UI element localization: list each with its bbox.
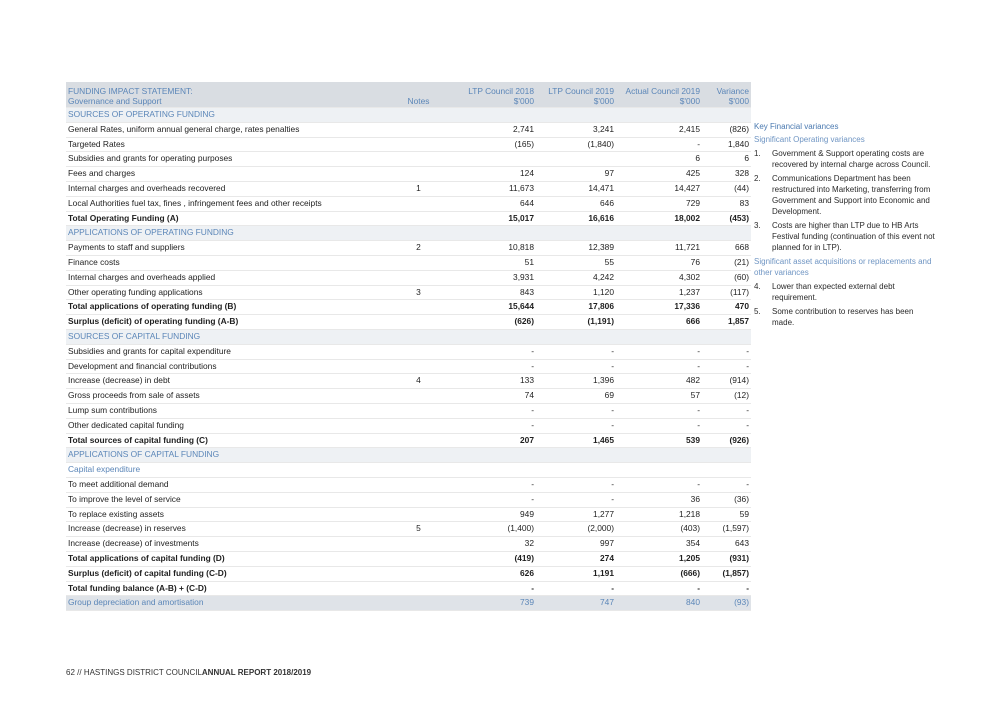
key-financial-variances-panel bbox=[754, 121, 936, 331]
row-note bbox=[386, 463, 451, 478]
title-line-2: Governance and Support bbox=[68, 96, 162, 106]
variance-note-2 bbox=[754, 173, 936, 217]
actual-2019-value: - bbox=[697, 478, 700, 489]
row-label: Total applications of operating funding (B) bbox=[68, 301, 237, 312]
funding-impact-statement-table bbox=[66, 82, 751, 611]
ltp-2018-value: - bbox=[531, 360, 534, 371]
variance-value: (914) bbox=[729, 375, 749, 386]
ltp-2019-value bbox=[536, 463, 616, 478]
variance-column-header bbox=[702, 82, 751, 108]
row-note bbox=[386, 537, 451, 552]
row-note bbox=[386, 359, 451, 374]
row-label: Surplus (deficit) of capital funding (C-D) bbox=[68, 567, 227, 578]
table-row bbox=[66, 270, 751, 285]
ltp-2019-value: 4,242 bbox=[593, 271, 614, 282]
actual-2019-value bbox=[616, 463, 702, 478]
notes-column-header: Notes bbox=[386, 82, 451, 108]
variance-value: 83 bbox=[739, 197, 749, 208]
operating-variances-heading: Significant Operating variances bbox=[754, 135, 865, 144]
variance-value: (1,857) bbox=[722, 567, 749, 578]
table-row bbox=[66, 167, 751, 182]
table-row bbox=[66, 315, 751, 330]
row-label: Total sources of capital funding (C) bbox=[68, 434, 208, 445]
ltp-2019-value bbox=[536, 226, 616, 241]
variance-value bbox=[702, 448, 751, 463]
ltp-2018-value: 32 bbox=[524, 538, 534, 549]
ltp-2018-value: (419) bbox=[514, 552, 534, 563]
variance-value: - bbox=[746, 582, 749, 593]
ltp-2019-value: - bbox=[611, 582, 614, 593]
table-row bbox=[66, 255, 751, 270]
row-note bbox=[386, 196, 451, 211]
actual-2019-value: 1,205 bbox=[679, 552, 700, 563]
row-label: Increase (decrease) in debt bbox=[68, 375, 170, 386]
variance-note-3 bbox=[754, 220, 936, 253]
ltp-2019-value: 16,616 bbox=[588, 212, 614, 223]
ltp-2018-header-l1: LTP Council 2018 bbox=[468, 86, 534, 96]
row-note bbox=[386, 152, 451, 167]
row-note bbox=[386, 418, 451, 433]
table-row bbox=[66, 448, 751, 463]
table-row bbox=[66, 537, 751, 552]
table-row bbox=[66, 374, 751, 389]
table-row bbox=[66, 522, 751, 537]
row-note bbox=[386, 403, 451, 418]
ltp-2019-value: - bbox=[611, 345, 614, 356]
row-note bbox=[386, 477, 451, 492]
row-note: 1 bbox=[416, 182, 421, 193]
row-note bbox=[386, 255, 451, 270]
ltp-2018-value: 124 bbox=[520, 168, 534, 179]
ltp-2018-value: 644 bbox=[520, 197, 534, 208]
actual-2019-value: 1,237 bbox=[679, 286, 700, 297]
note-number: 2. bbox=[754, 174, 761, 183]
ltp-2019-header-l1: LTP Council 2019 bbox=[548, 86, 614, 96]
table-title bbox=[66, 82, 386, 108]
table-row bbox=[66, 211, 751, 226]
ltp-2019-value: 1,277 bbox=[593, 508, 614, 519]
actual-2019-value: 2,415 bbox=[679, 123, 700, 134]
table-row bbox=[66, 329, 751, 344]
table-row bbox=[66, 492, 751, 507]
ltp-2018-value: 739 bbox=[451, 596, 536, 611]
row-label: Increase (decrease) of investments bbox=[68, 538, 199, 549]
ltp-2018-header-l2: $'000 bbox=[513, 96, 534, 106]
variance-value: - bbox=[746, 345, 749, 356]
ltp-2019-value: 747 bbox=[536, 596, 616, 611]
row-note bbox=[386, 167, 451, 182]
row-note: 2 bbox=[416, 242, 421, 253]
table-row bbox=[66, 181, 751, 196]
ltp-2018-value bbox=[451, 448, 536, 463]
row-note bbox=[386, 329, 451, 344]
note-number: 3. bbox=[754, 221, 761, 230]
actual-2019-value bbox=[616, 448, 702, 463]
actual-2019-value: 17,336 bbox=[674, 301, 700, 312]
variance-value: 328 bbox=[735, 168, 749, 179]
ltp-2018-value: 15,017 bbox=[508, 212, 534, 223]
ltp-2019-value: - bbox=[611, 404, 614, 415]
actual-2019-value: 11,721 bbox=[675, 242, 700, 253]
variance-note-1 bbox=[754, 148, 936, 170]
ltp-2019-value: 997 bbox=[600, 538, 614, 549]
row-label: APPLICATIONS OF CAPITAL FUNDING bbox=[66, 448, 386, 463]
row-label: SOURCES OF OPERATING FUNDING bbox=[66, 108, 386, 123]
ltp-2019-value: 17,806 bbox=[588, 301, 614, 312]
table-row bbox=[66, 551, 751, 566]
variance-value: (44) bbox=[734, 182, 749, 193]
actual-2019-value: - bbox=[697, 404, 700, 415]
actual-2019-value: (403) bbox=[680, 523, 700, 534]
row-note bbox=[386, 270, 451, 285]
note-text: Costs are higher than LTP due to HB Arts Festival funding (continuation of this event not planned for in LTP). bbox=[772, 221, 935, 252]
actual-2019-value: - bbox=[697, 360, 700, 371]
table-row bbox=[66, 241, 751, 256]
row-label: Internal charges and overheads recovered bbox=[68, 182, 226, 193]
table-row bbox=[66, 566, 751, 581]
ltp-2019-value bbox=[536, 152, 616, 167]
actual-2019-value: 14,427 bbox=[674, 182, 700, 193]
actual-2019-value: (666) bbox=[680, 567, 700, 578]
ltp-2018-value: 3,931 bbox=[513, 271, 534, 282]
actual-2019-value: - bbox=[697, 345, 700, 356]
variance-value: (117) bbox=[730, 286, 749, 297]
ltp-2019-value bbox=[536, 329, 616, 344]
row-note bbox=[386, 137, 451, 152]
row-note bbox=[386, 122, 451, 137]
ltp-2018-value: - bbox=[531, 478, 534, 489]
row-label: Finance costs bbox=[68, 256, 120, 267]
note-number: 1. bbox=[754, 149, 761, 158]
ltp-2019-value: 1,396 bbox=[593, 375, 614, 386]
org-name: HASTINGS DISTRICT COUNCIL bbox=[83, 668, 202, 677]
row-note bbox=[386, 344, 451, 359]
table-row bbox=[66, 344, 751, 359]
note-text: Lower than expected external debt requirement. bbox=[772, 282, 895, 302]
row-label: Gross proceeds from sale of assets bbox=[68, 390, 200, 401]
actual-2019-value bbox=[616, 108, 702, 123]
row-note: 3 bbox=[416, 286, 421, 297]
row-label: Other dedicated capital funding bbox=[68, 419, 184, 430]
ltp-2018-value: (1,400) bbox=[507, 523, 534, 534]
actual-2019-value: 18,002 bbox=[674, 212, 700, 223]
row-note bbox=[386, 389, 451, 404]
table-row bbox=[66, 226, 751, 241]
ltp-2018-value: 2,741 bbox=[513, 123, 534, 134]
ltp-2018-value: 15,644 bbox=[508, 301, 534, 312]
ltp-2018-value: (165) bbox=[514, 138, 534, 149]
row-label: Increase (decrease) in reserves bbox=[68, 523, 186, 534]
row-note bbox=[386, 300, 451, 315]
row-label: To improve the level of service bbox=[68, 493, 181, 504]
row-label: SOURCES OF CAPITAL FUNDING bbox=[66, 329, 386, 344]
ltp-2019-value: 1,465 bbox=[593, 434, 614, 445]
ltp-2019-column-header bbox=[536, 82, 616, 108]
row-label: To meet additional demand bbox=[68, 478, 169, 489]
ltp-2018-value: (626) bbox=[514, 316, 534, 327]
row-label: Payments to staff and suppliers bbox=[68, 242, 185, 253]
ltp-2019-value: (2,000) bbox=[587, 523, 614, 534]
page-number: 62 // bbox=[66, 668, 82, 677]
actual-2019-value: 76 bbox=[690, 256, 700, 267]
note-text: Communications Department has been restructured into Marketing, transferring from Government and Support into Economic and Development. bbox=[772, 174, 931, 216]
table-row bbox=[66, 403, 751, 418]
row-note bbox=[386, 108, 451, 123]
ltp-2018-value bbox=[451, 108, 536, 123]
row-label: Other operating funding applications bbox=[68, 286, 203, 297]
row-note bbox=[386, 596, 451, 611]
note-text: Government & Support operating costs are recovered by internal charge across Council. bbox=[772, 149, 931, 169]
table-row bbox=[66, 196, 751, 211]
row-label: Total funding balance (A-B) + (C-D) bbox=[68, 582, 207, 593]
row-note bbox=[386, 433, 451, 448]
table-row bbox=[66, 137, 751, 152]
row-label: Local Authorities fuel tax, fines , infringement fees and other receipts bbox=[68, 197, 322, 208]
row-note bbox=[386, 448, 451, 463]
variance-value: - bbox=[746, 478, 749, 489]
note-number: 4. bbox=[754, 282, 761, 291]
actual-2019-value: 482 bbox=[686, 375, 700, 386]
variance-header-l2: $'000 bbox=[728, 96, 749, 106]
ltp-2018-value: 74 bbox=[524, 390, 534, 401]
actual-2019-value: 36 bbox=[690, 493, 700, 504]
row-label: Subsidies and grants for capital expenditure bbox=[68, 345, 231, 356]
ltp-2019-value: 3,241 bbox=[593, 123, 614, 134]
table-row bbox=[66, 300, 751, 315]
row-label: Total Operating Funding (A) bbox=[68, 212, 179, 223]
ltp-2018-column-header bbox=[451, 82, 536, 108]
table-row bbox=[66, 418, 751, 433]
ltp-2018-value bbox=[451, 152, 536, 167]
ltp-2019-value bbox=[536, 448, 616, 463]
ltp-2018-value bbox=[451, 329, 536, 344]
variance-value: (36) bbox=[734, 493, 749, 504]
ltp-2019-value: - bbox=[611, 493, 614, 504]
table-row bbox=[66, 596, 751, 611]
variance-value bbox=[702, 463, 751, 478]
row-note: 5 bbox=[416, 523, 421, 534]
table-row bbox=[66, 433, 751, 448]
table-row bbox=[66, 108, 751, 123]
row-label: Subsidies and grants for operating purposes bbox=[68, 153, 233, 164]
actual-2019-value: - bbox=[697, 138, 700, 149]
variance-value: (21) bbox=[734, 256, 749, 267]
table-header-row bbox=[66, 82, 751, 108]
row-note bbox=[386, 551, 451, 566]
variance-value bbox=[702, 329, 751, 344]
row-label: APPLICATIONS OF OPERATING FUNDING bbox=[66, 226, 386, 241]
variance-value: 6 bbox=[744, 153, 749, 164]
title-line-1: FUNDING IMPACT STATEMENT: bbox=[68, 86, 193, 96]
page-footer bbox=[66, 668, 311, 677]
table-row bbox=[66, 581, 751, 596]
ltp-2019-value: 69 bbox=[604, 390, 614, 401]
variance-value: 643 bbox=[735, 538, 749, 549]
table-row bbox=[66, 122, 751, 137]
ltp-2019-value: 274 bbox=[600, 552, 614, 563]
ltp-2019-value: - bbox=[611, 419, 614, 430]
row-note bbox=[386, 226, 451, 241]
variance-value: 1,857 bbox=[728, 316, 749, 327]
actual-2019-value bbox=[616, 329, 702, 344]
actual-2019-header-l2: $'000 bbox=[679, 96, 700, 106]
actual-2019-value bbox=[616, 226, 702, 241]
variance-value: 1,840 bbox=[728, 138, 749, 149]
row-note bbox=[386, 507, 451, 522]
row-note: 4 bbox=[416, 375, 421, 386]
variance-value: - bbox=[746, 419, 749, 430]
note-number: 5. bbox=[754, 307, 761, 316]
row-label: Total applications of capital funding (D) bbox=[68, 552, 225, 563]
variance-value bbox=[702, 108, 751, 123]
note-text: Some contribution to reserves has been made. bbox=[772, 307, 914, 327]
ltp-2018-value: 949 bbox=[520, 508, 534, 519]
row-label: Lump sum contributions bbox=[68, 404, 157, 415]
table-row bbox=[66, 389, 751, 404]
table-row bbox=[66, 477, 751, 492]
actual-2019-value: 4,302 bbox=[679, 271, 700, 282]
variance-value: (60) bbox=[734, 271, 749, 282]
actual-2019-value: 354 bbox=[686, 538, 700, 549]
actual-2019-value: - bbox=[697, 419, 700, 430]
variance-value: - bbox=[746, 360, 749, 371]
actual-2019-value: 6 bbox=[695, 153, 700, 164]
variances-heading: Key Financial variances bbox=[754, 122, 839, 131]
ltp-2018-value: 10,818 bbox=[508, 242, 534, 253]
ltp-2018-value: 133 bbox=[520, 375, 534, 386]
ltp-2018-value: 11,673 bbox=[509, 182, 534, 193]
variance-value: (93) bbox=[702, 596, 751, 611]
row-note bbox=[386, 581, 451, 596]
variance-value: (826) bbox=[729, 123, 749, 134]
table-row bbox=[66, 152, 751, 167]
actual-2019-value: 729 bbox=[686, 197, 700, 208]
row-label: Surplus (deficit) of operating funding (A-B) bbox=[68, 316, 239, 327]
operating-variances-list bbox=[754, 148, 936, 253]
ltp-2018-value bbox=[451, 463, 536, 478]
actual-2019-value: 1,218 bbox=[679, 508, 700, 519]
row-note bbox=[386, 315, 451, 330]
row-label: Fees and charges bbox=[68, 168, 136, 179]
actual-2019-value: 840 bbox=[616, 596, 702, 611]
ltp-2019-value: 97 bbox=[604, 168, 614, 179]
variance-value: (1,597) bbox=[722, 523, 749, 534]
ltp-2019-value: 14,471 bbox=[588, 182, 614, 193]
row-note bbox=[386, 211, 451, 226]
ltp-2018-value: - bbox=[531, 582, 534, 593]
row-label: General Rates, uniform annual general charge, rates penalties bbox=[68, 123, 300, 134]
table-row bbox=[66, 285, 751, 300]
variance-value: - bbox=[746, 404, 749, 415]
ltp-2019-value: - bbox=[611, 360, 614, 371]
ltp-2018-value: - bbox=[531, 404, 534, 415]
variance-note-5 bbox=[754, 306, 936, 328]
variance-value: 59 bbox=[739, 508, 749, 519]
table-row bbox=[66, 463, 751, 478]
ltp-2018-value: - bbox=[531, 345, 534, 356]
row-label: Internal charges and overheads applied bbox=[68, 271, 216, 282]
ltp-2019-value: 1,191 bbox=[593, 567, 614, 578]
ltp-2019-value: 1,120 bbox=[593, 286, 614, 297]
actual-2019-value: - bbox=[697, 582, 700, 593]
row-label: Group depreciation and amortisation bbox=[66, 596, 386, 611]
row-label: To replace existing assets bbox=[68, 508, 164, 519]
variance-value: (931) bbox=[729, 552, 749, 563]
ltp-2018-value: 843 bbox=[520, 286, 534, 297]
actual-2019-value: 539 bbox=[686, 434, 700, 445]
ltp-2019-value: (1,840) bbox=[587, 138, 614, 149]
report-name: ANNUAL REPORT 2018/2019 bbox=[201, 668, 312, 677]
variance-value: 470 bbox=[735, 301, 749, 312]
ltp-2018-value: 626 bbox=[520, 567, 534, 578]
variance-value: (926) bbox=[729, 434, 749, 445]
actual-2019-value: 57 bbox=[690, 390, 700, 401]
ltp-2019-value: 55 bbox=[604, 256, 614, 267]
ltp-2018-value bbox=[451, 226, 536, 241]
actual-2019-value: 425 bbox=[686, 168, 700, 179]
variance-note-4 bbox=[754, 281, 936, 303]
ltp-2018-value: - bbox=[531, 493, 534, 504]
row-note bbox=[386, 566, 451, 581]
table-row bbox=[66, 359, 751, 374]
row-label: Capital expenditure bbox=[68, 464, 141, 475]
variance-value: 668 bbox=[735, 242, 749, 253]
actual-2019-value: 666 bbox=[686, 316, 700, 327]
asset-variances-heading: Significant asset acquisitions or replacements and other variances bbox=[754, 257, 932, 277]
row-label: Targeted Rates bbox=[68, 138, 125, 149]
ltp-2019-value: 12,389 bbox=[588, 242, 614, 253]
actual-2019-header-l1: Actual Council 2019 bbox=[625, 86, 700, 96]
variance-value bbox=[702, 226, 751, 241]
variance-value: (453) bbox=[729, 212, 749, 223]
ltp-2018-value: 51 bbox=[524, 256, 534, 267]
ltp-2018-value: - bbox=[531, 419, 534, 430]
actual-2019-column-header bbox=[616, 82, 702, 108]
ltp-2019-value: - bbox=[611, 478, 614, 489]
ltp-2019-header-l2: $'000 bbox=[593, 96, 614, 106]
ltp-2019-value bbox=[536, 108, 616, 123]
row-label: Development and financial contributions bbox=[68, 360, 217, 371]
variance-header-l1: Variance bbox=[716, 86, 749, 96]
ltp-2018-value: 207 bbox=[520, 434, 534, 445]
table-row bbox=[66, 507, 751, 522]
row-note bbox=[386, 492, 451, 507]
variance-value: (12) bbox=[734, 390, 749, 401]
ltp-2019-value: 646 bbox=[600, 197, 614, 208]
ltp-2019-value: (1,191) bbox=[587, 316, 614, 327]
table-body bbox=[66, 82, 751, 611]
asset-variances-list bbox=[754, 281, 936, 328]
